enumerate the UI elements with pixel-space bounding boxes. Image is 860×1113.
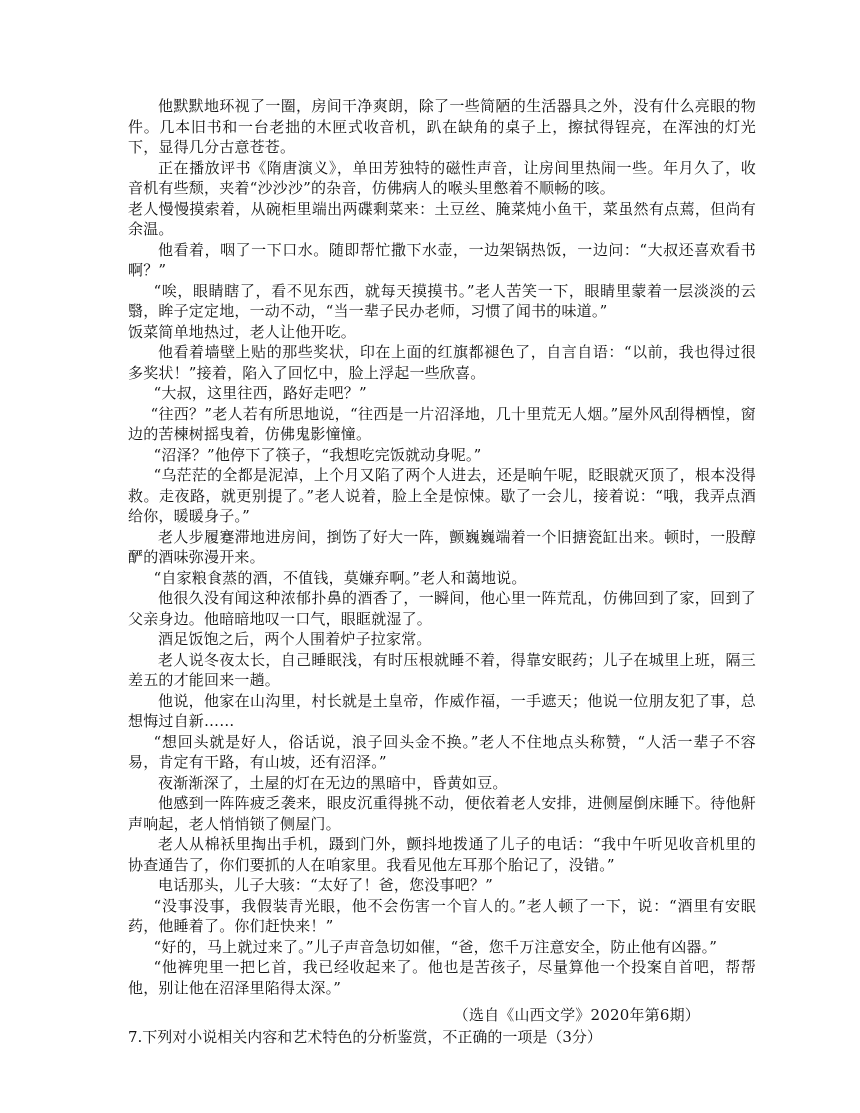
paragraph: “没事没事，我假装青光眼，他不会伤害一个盲人的。”老人顿了一下，说：“酒里有安眠药，他睡着了。你们赶快来！” xyxy=(128,896,756,935)
paragraph: “乌茫茫的全都是泥淖，上个月又陷了两个人进去，还是晌午呢，眨眼就灭顶了，根本没得救。走夜路，就更别提了。”老人说着，脸上全是惊悚。歇了一会儿，接着说：“哦，我弄点酒给你，暖暖身子。” xyxy=(128,466,756,525)
paragraph: 他说，他家在山沟里，村长就是土皇帝，作威作福，一手遮天；他说一位朋友犯了事，总想悔过自新…… xyxy=(128,691,756,730)
paragraph: 夜渐渐深了，土屋的灯在无边的黑暗中，昏黄如豆。 xyxy=(158,773,508,792)
paragraph: “自家粮食蒸的酒，不值钱，莫嫌弃啊。”老人和蔼地说。 xyxy=(153,568,527,587)
paragraph: 老人说冬夜太长，自己睡眠浅，有时压根就睡不着，得靠安眠药；儿子在城里上班，隔三差五的才能回来一趟。 xyxy=(128,650,756,689)
paragraph: 老人慢慢摸索着，从碗柜里端出两碟剩菜来：土豆丝、腌菜炖小鱼干，菜虽然有点蔫，但尚有余温。 xyxy=(128,199,756,238)
paragraph: “好的，马上就过来了。”儿子声音急切如催，“爸，您千万注意安全，防止他有凶器。” xyxy=(153,937,718,956)
paragraph: “他裤兜里一把匕首，我已经收起来了。他也是苦孩子，尽量算他一个投案自首吧，帮帮他，别让他在沼泽里陷得太深。” xyxy=(128,958,756,997)
story-text xyxy=(128,96,756,1048)
paragraph: “沼泽？”他停下了筷子，“我想吃完饭就动身呢。” xyxy=(153,445,482,464)
paragraph: “往西？”老人若有所思地说，“往西是一片沼泽地，几十里荒无人烟。”屋外风刮得栖惶，窗边的苦楝树摇曳着，仿佛鬼影憧憧。 xyxy=(128,404,756,443)
paragraph: 他很久没有闻这种浓郁扑鼻的酒香了，一瞬间，他心里一阵荒乱，仿佛回到了家，回到了父亲身边。他暗暗地叹一口气，眼眶就湿了。 xyxy=(128,589,756,628)
paragraph: 他感到一阵阵疲乏袭来，眼皮沉重得挑不动，便依着老人安排，进侧屋倒床睡下。待他鼾声响起，老人悄悄锁了侧屋门。 xyxy=(128,794,756,833)
paragraph: 老人步履蹇滞地进房间，捯饬了好大一阵，颤巍巍端着一个旧搪瓷缸出来。顿时，一股醇酽的酒味弥漫开来。 xyxy=(128,527,756,566)
paragraph: “唉，眼睛瞎了，看不见东西，就每天摸摸书。”老人苦笑一下，眼睛里蒙着一层淡淡的云翳，眸子定定地，一动不动，“当一辈子民办老师，习惯了闻书的味道。” xyxy=(128,281,756,320)
paragraph: 正在播放评书《隋唐演义》，单田芳独特的磁性声音，让房间里热闹一些。年月久了，收音机有些颓，夹着“沙沙沙”的杂音，仿佛病人的喉头里憋着不顺畅的咳。 xyxy=(128,158,756,197)
paragraph: 饭菜简单地热过，老人让他开吃。 xyxy=(128,322,357,341)
paragraph: 酒足饭饱之后，两个人围着炉子拉家常。 xyxy=(158,630,432,648)
paragraph: 他看着墙壁上贴的那些奖状，印在上面的红旗都褪色了，自言自语：“以前，我也得过很多奖状！”接着，陷入了回忆中，脸上浮起一些欣喜。 xyxy=(128,343,756,382)
paragraph: “想回头就是好人，俗话说，浪子回头金不换。”老人不住地点头称赞，“人活一辈子不容易，肯定有干路，有山坡，还有沼泽。” xyxy=(128,732,756,771)
paragraph: 电话那头，儿子大骇：“太好了！爸，您没事吧？” xyxy=(158,876,493,894)
paragraph: 他看着，咽了一下口水。随即帮忙撒下水壶，一边架锅热饭，一边问：“大叔还喜欢看书啊？” xyxy=(128,240,756,279)
question-7: 7.下列对小说相关内容和艺术特色的分析鉴赏，不正确的一项是（3分） xyxy=(128,1028,602,1046)
paragraph: “大叔，这里往西，路好走吧？” xyxy=(153,384,367,402)
paragraph: 他默默地环视了一圈，房间干净爽朗，除了一些简陋的生活器具之外，没有什么亮眼的物件。几本旧书和一台老拙的木匣式收音机，趴在缺角的桌子上，擦拭得锃亮，在浑浊的灯光下，显得几分古意苍苍。 xyxy=(128,97,756,156)
paragraph: 老人从棉袄里掏出手机，蹑到门外，颤抖地拨通了儿子的电话：“我中午听见收音机里的协查通告了，你们要抓的人在咱家里。我看见他左耳那个胎记了，没错。” xyxy=(128,835,756,874)
source-citation: （选自《山西文学》2020年第6期） xyxy=(453,1006,700,1024)
